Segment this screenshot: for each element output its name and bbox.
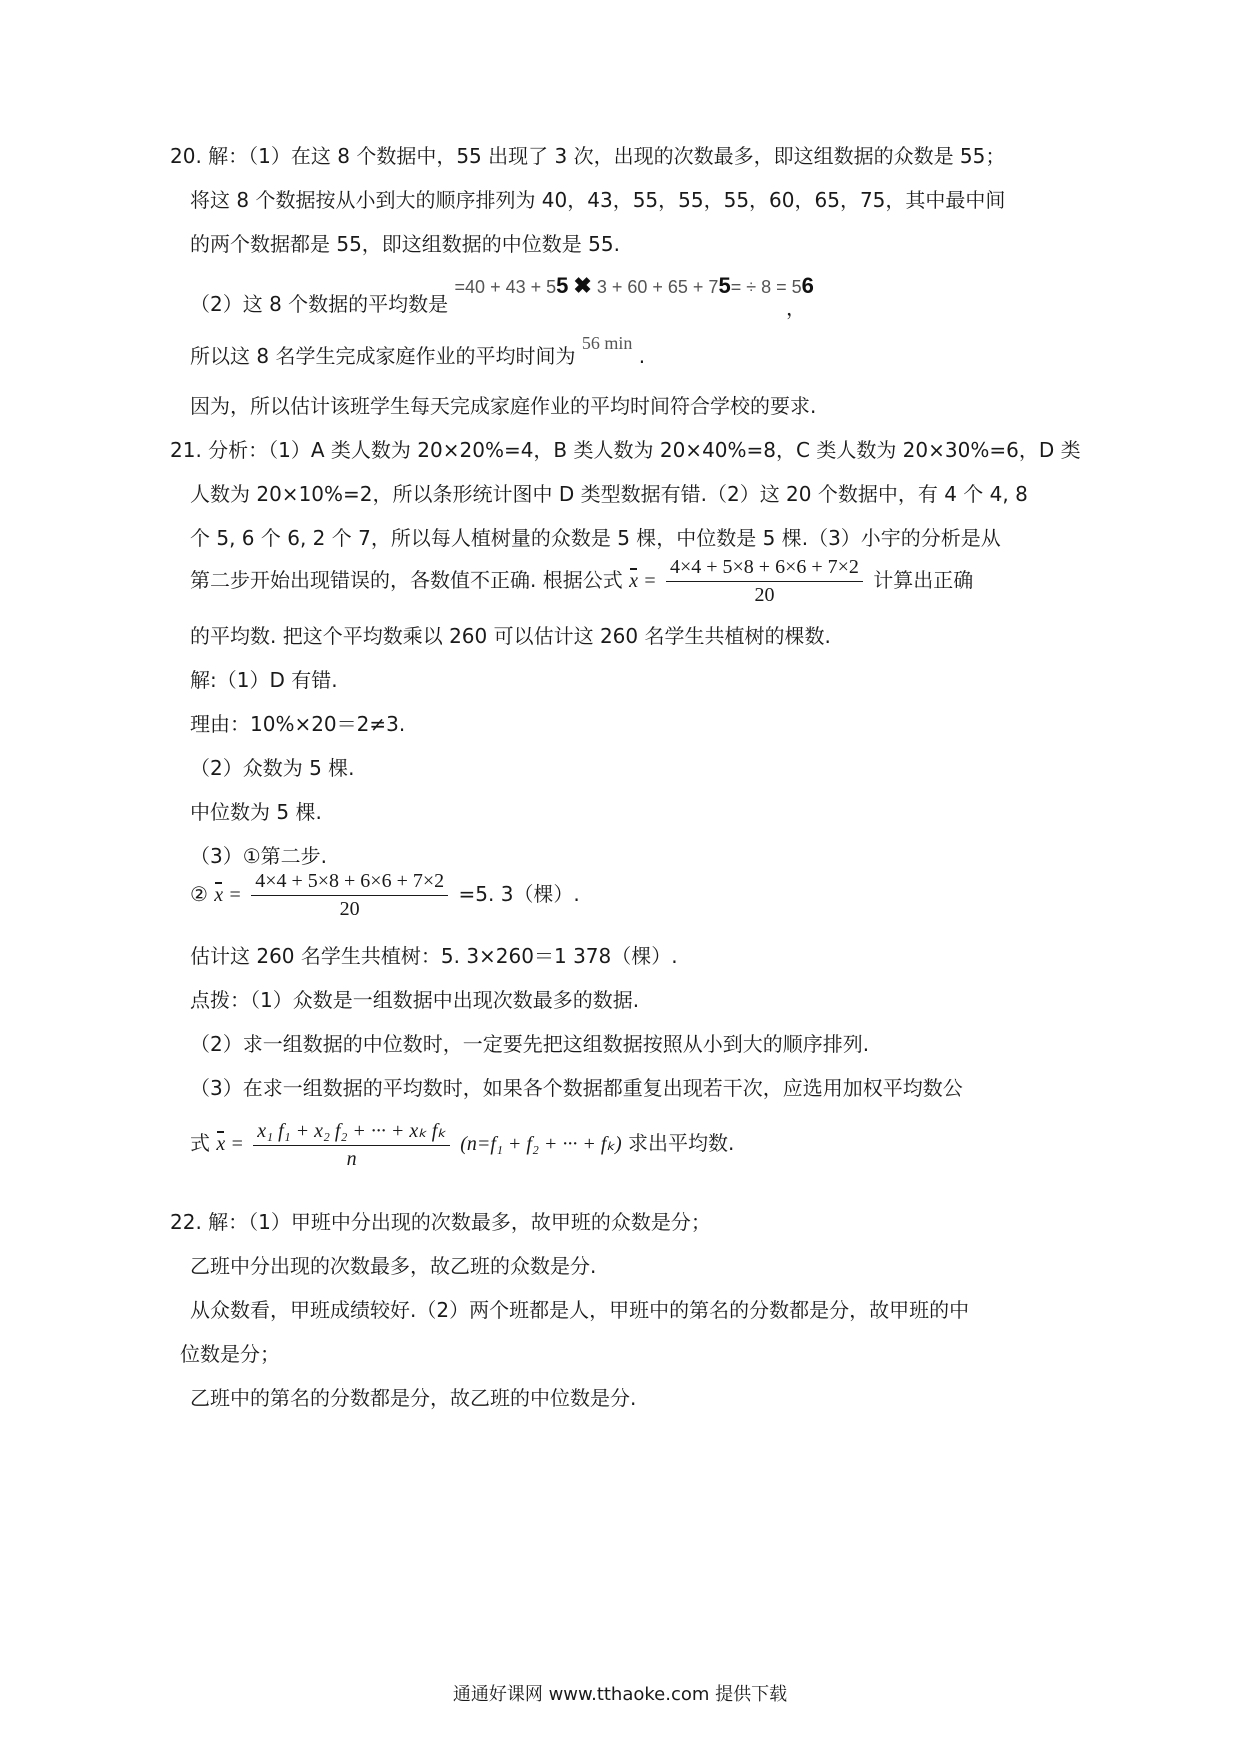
- q20-line-5: 所以这 8 名学生完成家庭作业的平均时间为 56 min .: [190, 333, 646, 368]
- q21-line-1: 21. 分析：（1）A 类人数为 20×20%=4，B 类人数为 20×40%=8，C 类人数为 20×30%=6，D 类: [170, 438, 1081, 462]
- q21-note-2: （2）求一组数据的中位数时，一定要先把这组数据按照从小到大的顺序排列.: [190, 1032, 870, 1056]
- q20-mean-formula: =40 + 43 + 55 ✖ 3 + 60 + 65 + 75= ÷ 8 = 56: [454, 273, 814, 298]
- q21-note-1: 点拨：（1）众数是一组数据中出现次数最多的数据.: [190, 988, 640, 1012]
- q21-answer-5: （3）①第二步.: [190, 844, 328, 868]
- q22-line-4: 位数是分；: [180, 1342, 280, 1366]
- q21-answer-6: ② x = $\frac{4\times 4 + 5\times 8 + 6\times 6 + 7\times 2}{20}$ =5. 3（棵）.: [190, 870, 580, 920]
- q22-line-1: 22. 解：（1）甲班中分出现的次数最多，故甲班的众数是分；: [170, 1210, 711, 1234]
- q21-answer-4: 中位数为 5 棵.: [190, 800, 322, 824]
- mean-symbol: x: [216, 1133, 226, 1155]
- q21-answer-2: 理由：10%×20＝2≠3.: [190, 712, 406, 736]
- q21-answer-1: 解:（1）D 有错.: [190, 668, 338, 692]
- q20-line-6: 因为，所以估计该班学生每天完成家庭作业的平均时间符合学校的要求.: [190, 394, 817, 418]
- q21-line-4: 第二步开始出现错误的，各数值不正确. 根据公式 x = $\frac{4\times 4 + 5\times 8 + 6\times 6 + 7\times 2}{20}$ 计算出正确: [190, 556, 974, 606]
- q21-answer-7: 估计这 260 名学生共植树：5. 3×260＝1 378（棵）.: [190, 944, 678, 968]
- q20-time-value: 56 min: [581, 333, 633, 353]
- q22-line-3: 从众数看，甲班成绩较好.（2）两个班都是人，甲班中的第名的分数都是分，故甲班的中: [190, 1298, 970, 1322]
- weighted-mean-condition: (n=f₁ + f₂ + ··· + fₖ): [460, 1133, 622, 1155]
- q20-mean-label: （2）这 8 个数据的平均数是: [190, 292, 449, 316]
- mean-formula-fraction: $\frac{4\times 4 + 5\times 8 + 6\times 6 + 7\times 2}{20}$: [666, 556, 863, 607]
- q20-line-1: 20. 解：（1）在这 8 个数据中，55 出现了 3 次，出现的次数最多，即这组数据的众数是 55；: [170, 144, 1006, 168]
- weighted-mean-fraction: $\frac{\text{x₁ f₁ + x₂ f₂ + ··· + xₖ fₖ}}{n}$: [253, 1118, 450, 1171]
- q20-line-3: 的两个数据都是 55，即这组数据的中位数是 55.: [190, 232, 620, 256]
- times-icon: ✖: [573, 273, 592, 298]
- q21-answer-3: （2）众数为 5 棵.: [190, 756, 355, 780]
- mean-formula-fraction: $\frac{4\times 4 + 5\times 8 + 6\times 6 + 7\times 2}{20}$: [251, 870, 448, 921]
- q20-comma: ，: [786, 296, 806, 320]
- q20-line-2: 将这 8 个数据按从小到大的顺序排列为 40，43，55，55，55，60，65，75，其中最中间: [190, 188, 1006, 212]
- q21-line-5: 的平均数. 把这个平均数乘以 260 可以估计这 260 名学生共植树的棵数.: [190, 624, 831, 648]
- q22-line-5: 乙班中的第名的分数都是分，故乙班的中位数是分.: [190, 1386, 637, 1410]
- q21-line-2: 人数为 20×10%=2，所以条形统计图中 D 类型数据有错.（2）这 20 个数据中，有 4 个 4, 8: [190, 482, 1028, 506]
- mean-symbol: x: [214, 884, 224, 906]
- q21-line-3: 个 5, 6 个 6, 2 个 7，所以每人植树量的众数是 5 棵，中位数是 5 棵.（3）小宇的分析是从: [190, 526, 1001, 550]
- mean-symbol: x: [629, 570, 638, 592]
- q22-line-2: 乙班中分出现的次数最多，故乙班的众数是分.: [190, 1254, 597, 1278]
- q21-note-4: 式 x = $\frac{\text{x₁ f₁ + x₂ f₂ + ··· + xₖ fₖ}}{n}$ (n=f₁ + f₂ + ··· + fₖ) 求出平均数.: [190, 1120, 735, 1170]
- q21-note-3: （3）在求一组数据的平均数时，如果各个数据都重复出现若干次，应选用加权平均数公: [190, 1076, 963, 1100]
- q20-line-4: [190, 273, 814, 319]
- page-footer: 通通好课网 www.tthaoke.com 提供下载: [452, 1684, 788, 1705]
